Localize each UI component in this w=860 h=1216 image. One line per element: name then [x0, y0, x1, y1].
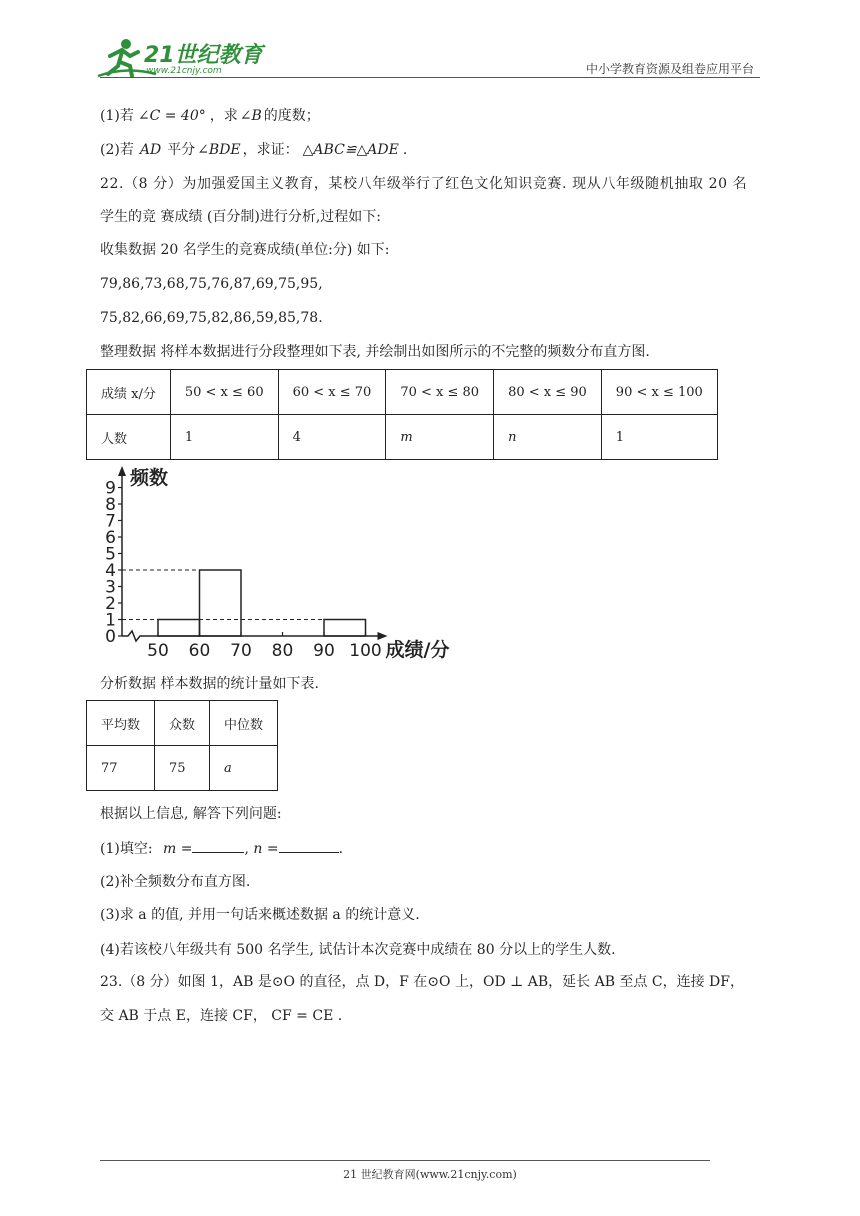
y-axis-label: 频数	[130, 467, 169, 489]
table-cell: m	[386, 415, 494, 460]
table-cell: n	[494, 415, 602, 460]
y-tick-label: 8	[105, 495, 116, 515]
statistics-table	[86, 700, 278, 791]
table-row	[87, 701, 278, 746]
histogram-bar	[158, 620, 200, 637]
q22-part3: (3)求 a 的值, 并用一句话来概述数据 a 的统计意义.	[100, 907, 420, 923]
x-axis-label: 成绩/分	[385, 639, 450, 661]
logo-url: www.21cnjy.com	[146, 66, 222, 76]
table-row	[87, 415, 718, 460]
y-tick-label: 2	[105, 594, 116, 614]
logo-text: 21世纪教育	[144, 43, 263, 68]
table-header-cell: 众数	[155, 701, 210, 746]
footer-divider	[100, 1160, 710, 1161]
q22-intro-line2: 学生的竞 赛成绩 (百分制)进行分析,过程如下:	[100, 209, 381, 225]
x-tick-label: 60	[188, 641, 211, 661]
q22-part2: (2)补全频数分布直方图.	[100, 874, 251, 890]
x-tick-label: 70	[230, 641, 252, 661]
table-header-cell: 中位数	[210, 701, 278, 746]
table-header-cell: 90 < x ≤ 100	[601, 370, 717, 415]
table-cell: 75	[155, 746, 210, 791]
histogram-bar	[324, 620, 366, 637]
table-header-cell: 60 < x ≤ 70	[278, 370, 386, 415]
q22-part4: (4)若该校八年级共有 500 名学生, 试估计本次竞赛中成绩在 80 分以上的学生人数.	[100, 942, 616, 958]
table-header-cell: 50 < x ≤ 60	[170, 370, 278, 415]
header-divider	[100, 77, 760, 78]
table-cell: 人数	[87, 415, 171, 460]
y-tick-label: 6	[105, 528, 116, 548]
y-tick-label: 1	[105, 610, 116, 631]
table-cell: 1	[170, 415, 278, 460]
answer-blank-m[interactable]	[192, 838, 244, 853]
frequency-table	[86, 369, 718, 460]
table-header-cell: 70 < x ≤ 80	[386, 370, 494, 415]
footer-text: 21 世纪教育网(www.21cnjy.com)	[343, 1168, 517, 1181]
y-tick-label: 5	[105, 544, 116, 565]
table-cell: 77	[87, 746, 155, 791]
x-tick-label: 80	[271, 641, 294, 661]
table-cell: a	[210, 746, 278, 791]
q22-analyze: 分析数据 样本数据的统计量如下表.	[100, 676, 319, 692]
q22-data-row1: 79,86,73,68,75,76,87,69,75,95,	[100, 276, 323, 292]
table-row	[87, 370, 718, 415]
q21-part1: (1)若 ∠C = 40° ，求 ∠B 的度数；	[100, 108, 320, 124]
y-tick-label: 9	[105, 478, 116, 499]
q21-part2: (2)若 AD 平分 ∠BDE ，求证： △ABC≌△ADE .	[100, 142, 408, 158]
site-logo	[96, 36, 266, 80]
q22-part1: (1)填空: m = , n = .	[100, 838, 343, 859]
table-cell: 1	[601, 415, 717, 460]
x-tick-label: 50	[147, 641, 169, 661]
table-header-cell: 平均数	[87, 701, 155, 746]
q22-data-row2: 75,82,66,69,75,82,86,59,85,78.	[100, 310, 323, 326]
q23-line2: 交 AB 于点 E，连接 CF， CF = CE .	[100, 1008, 343, 1024]
table-header-cell: 成绩 x/分	[87, 370, 171, 415]
x-tick-label: 90	[313, 641, 335, 661]
table-cell: 4	[278, 415, 386, 460]
y-tick-label: 4	[105, 561, 116, 581]
y-tick-label: 3	[105, 577, 116, 598]
table-row	[87, 746, 278, 791]
answer-blank-n[interactable]	[279, 838, 339, 853]
q22-answer-intro: 根据以上信息, 解答下列问题:	[100, 806, 282, 822]
y-axis-arrow-icon	[118, 466, 126, 476]
frequency-histogram	[96, 462, 476, 662]
q22-collect: 收集数据 20 名学生的竞赛成绩(单位:分) 如下:	[100, 242, 390, 258]
table-header-cell: 80 < x ≤ 90	[494, 370, 602, 415]
histogram-bar	[200, 570, 242, 636]
y-tick-label: 0	[105, 627, 116, 647]
x-tick-label: 100	[349, 641, 382, 661]
platform-name: 中小学教育资源及组卷应用平台	[585, 62, 754, 76]
q22-intro-line1: 22.（8 分）为加强爱国主义教育，某校八年级举行了红色文化知识竞赛. 现从八年级随机抽取 20 名	[100, 176, 748, 192]
q22-organize: 整理数据 将样本数据进行分段整理如下表, 并绘制出如图所示的不完整的频数分布直方图.	[100, 344, 650, 360]
q23-line1: 23.（8 分）如图 1，AB 是⊙O 的直径，点 D，F 在⊙O 上，OD ⊥ AB，延长 AB 至点 C，连接 DF，	[100, 974, 744, 990]
y-tick-label: 7	[105, 511, 116, 532]
